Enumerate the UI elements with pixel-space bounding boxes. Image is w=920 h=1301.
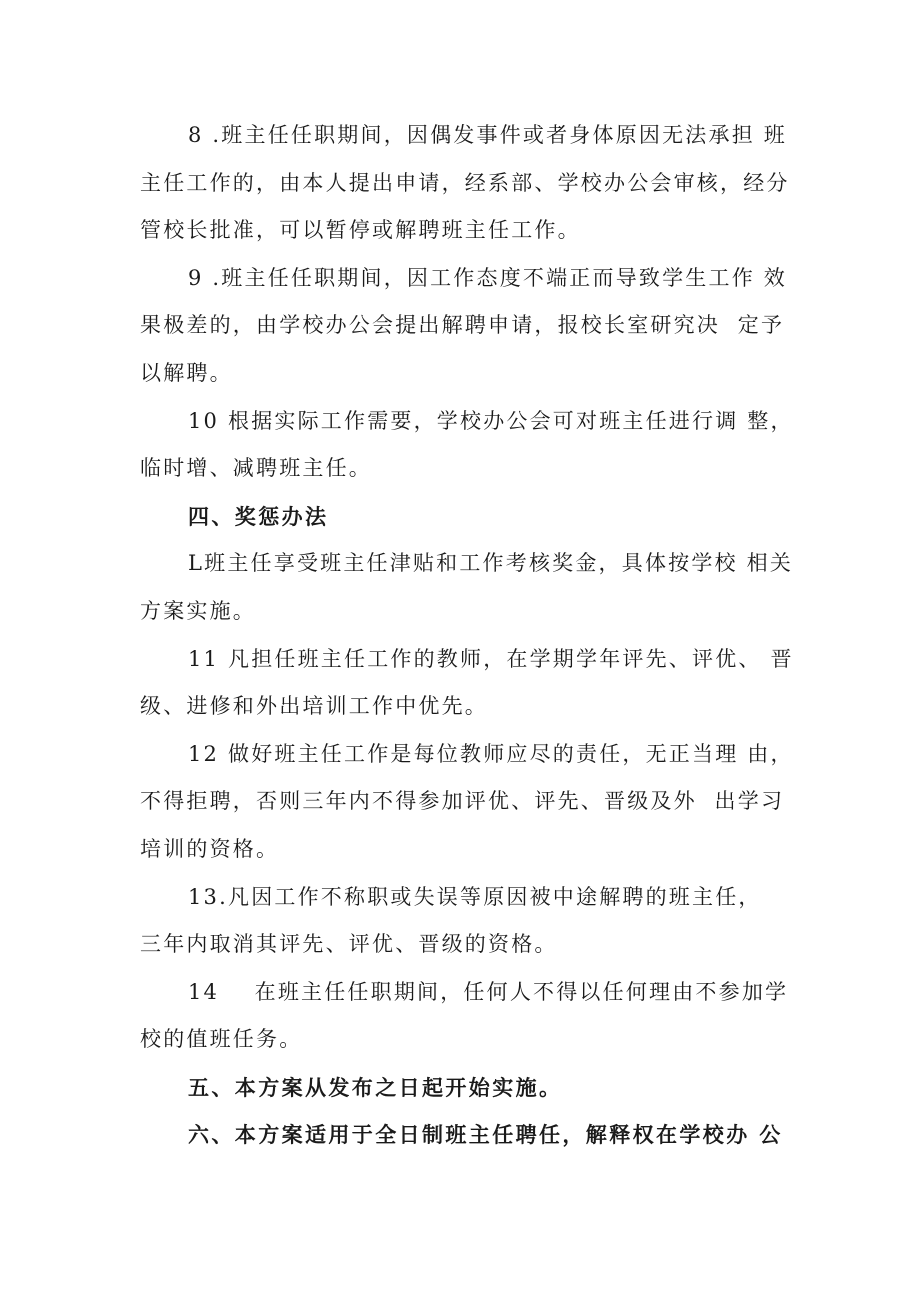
paragraph-line: L班主任享受班主任津贴和工作考核奖金，具体按学校 相关	[188, 551, 794, 576]
heading-line: 五、本方案从发布之日起开始实施。	[188, 1074, 563, 1100]
paragraph-line: 级、进修和外出培训工作中优先。	[140, 694, 488, 719]
paragraph-line: 以解聘。	[140, 360, 233, 385]
section-heading-scope	[140, 1111, 785, 1159]
section-heading-rewards	[140, 493, 785, 541]
paragraph-item-13	[140, 874, 785, 969]
paragraph-line: 主任工作的，由本人提出申请，经系部、学校办公会审核，经分	[140, 170, 790, 195]
heading-line: 四、奖惩办法	[188, 503, 329, 529]
paragraph-line: 13.凡因工作不称职或失误等原因被中途解聘的班主任，	[188, 884, 762, 909]
paragraph-line: 培训的资格。	[140, 836, 280, 861]
paragraph-item-l	[140, 540, 794, 635]
document-body	[140, 112, 794, 1159]
paragraph-item-8	[140, 112, 790, 255]
paragraph-line: 9 .班主任任职期间，因工作态度不端正而导致学生工作 效	[188, 265, 787, 290]
paragraph-line: 临时增、减聘班主任。	[140, 456, 372, 481]
paragraph-line: 果极差的，由学校办公会提出解聘申请，报校长室研究决 定予	[140, 313, 785, 338]
paragraph-line: 8 .班主任任职期间，因偶发事件或者身体原因无法承担 班	[188, 123, 787, 147]
heading-line: 六、本方案适用于全日制班主任聘任，解释权在学校办 公	[188, 1122, 783, 1148]
paragraph-item-10	[140, 398, 794, 493]
paragraph-item-12	[140, 731, 794, 874]
paragraph-line: 12 做好班主任工作是每位教师应尽的责任，无正当理 由，	[188, 741, 794, 766]
paragraph-line: 方案实施。	[140, 598, 256, 623]
section-heading-effective	[140, 1064, 785, 1112]
paragraph-line: 管校长批准，可以暂停或解聘班主任工作。	[140, 218, 581, 243]
paragraph-line: 14 在班主任任职期间，任何人不得以任何理由不参加学	[188, 979, 789, 1004]
paragraph-line: 三年内取消其评先、评优、晋级的资格。	[140, 932, 558, 957]
paragraph-item-11	[140, 636, 794, 731]
paragraph-line: 校的值班任务。	[140, 1027, 303, 1052]
paragraph-item-9	[140, 255, 785, 398]
paragraph-item-14	[140, 969, 789, 1064]
paragraph-line: 不得拒聘，否则三年内不得参加评优、评先、晋级及外 出学习	[140, 789, 785, 814]
paragraph-line: 11 凡担任班主任工作的教师，在学期学年评先、评优、 晋	[188, 646, 794, 671]
paragraph-line: 10 根据实际工作需要，学校办公会可对班主任进行调 整，	[188, 408, 794, 433]
